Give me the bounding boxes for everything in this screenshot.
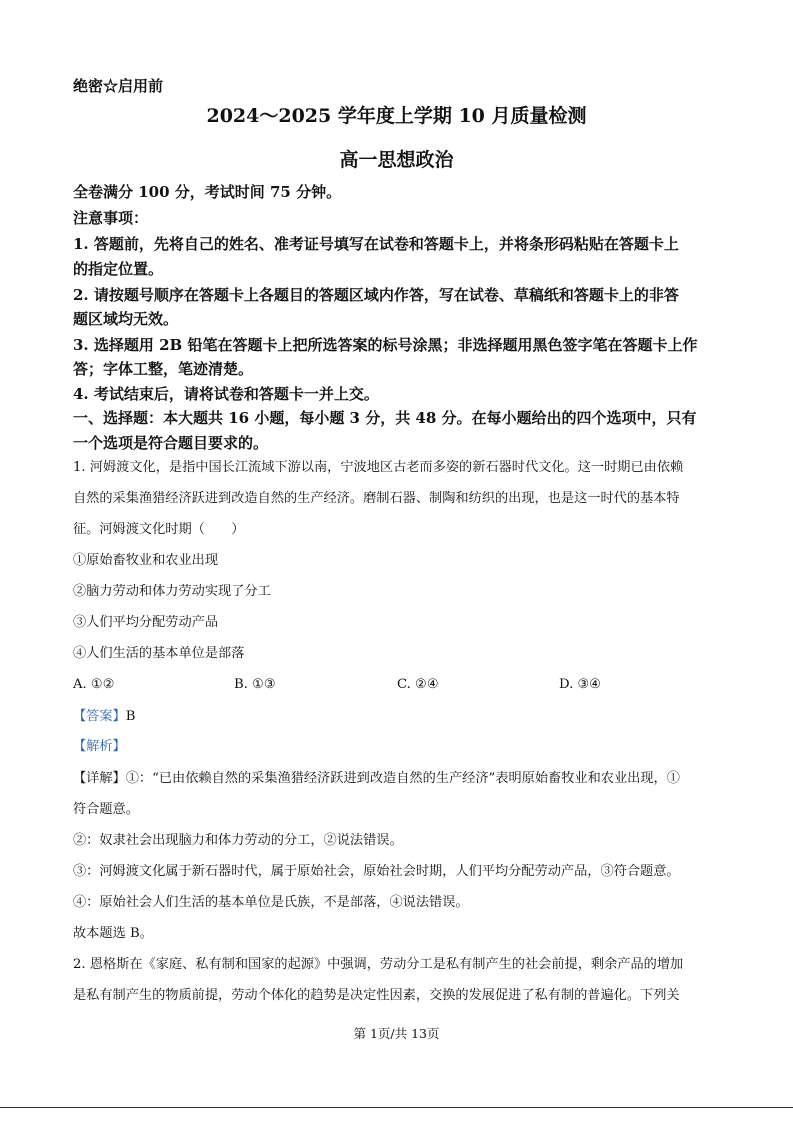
q1-statement: ①原始畜牧业和农业出现 <box>73 553 219 568</box>
detail-tag: 【详解】 <box>73 771 126 786</box>
section-title: 一、选择题：本大题共 16 小题，每小题 3 分，共 48 分。在每小题给出的四个选项中，只有 <box>73 409 697 427</box>
bottom-divider <box>0 1107 793 1108</box>
q1-statement: ③人们平均分配劳动产品 <box>73 615 219 630</box>
q2-stem-line: 2. 恩格斯在《家庭、私有制和国家的起源》中强调，劳动分工是私有制产生的社会前提，剩余产品的增加 <box>73 957 684 972</box>
note-line: 答；字体工整，笔迹清楚。 <box>73 360 254 378</box>
detail-line: ③：河姆渡文化属于新石器时代，属于原始社会，原始社会时期，人们平均分配劳动产品，③符合题意。 <box>73 864 680 879</box>
q1-option-a: A. ①② <box>73 677 115 692</box>
detail-line: 故本题选 B。 <box>73 926 153 941</box>
answer-tag: 【答案】 <box>73 709 126 724</box>
subject-title: 高一思想政治 <box>339 149 454 171</box>
q1-option-b: B. ①③ <box>234 677 276 692</box>
page-number: 第 1页/共 13页 <box>353 1026 440 1041</box>
note-line: 的指定位置。 <box>73 260 164 278</box>
full-score-note: 全卷满分 100 分，考试时间 75 分钟。 <box>73 183 342 201</box>
note-line: 2. 请按题号顺序在答题卡上各题目的答题区域内作答，写在试卷、草稿纸和答题卡上的非答 <box>73 286 679 304</box>
detail-line: ④：原始社会人们生活的基本单位是氏族，不是部落，④说法错误。 <box>73 895 469 910</box>
q1-option-c: C. ②④ <box>397 677 439 692</box>
q1-stem-line: 征。河姆渡文化时期（ ） <box>73 522 245 537</box>
note-line: 4. 考试结束后，请将试卷和答题卡一并上交。 <box>73 385 379 403</box>
q1-stem-line: 自然的采集渔猎经济跃进到改造自然的生产经济。磨制石器、制陶和纺织的出现，也是这一时代的基本特 <box>73 491 680 506</box>
section-title: 一个选项是符合题目要求的。 <box>73 434 269 452</box>
q1-detail-first-line <box>73 764 680 795</box>
note-line: 题区域均无效。 <box>73 310 179 328</box>
detail-line: ②：奴隶社会出现脑力和体力劳动的分工，②说法错误。 <box>73 833 403 848</box>
note-line: 1. 答题前，先将自己的姓名、准考证号填写在试卷和答题卡上，并将条形码粘贴在答题卡上 <box>73 235 679 253</box>
q1-stem-line: 1. 河姆渡文化，是指中国长江流域下游以南，宁波地区古老而多姿的新石器时代文化。这一时期已由依赖 <box>73 460 684 475</box>
analysis-tag: 【解析】 <box>73 739 126 754</box>
detail-line: 符合题意。 <box>73 802 139 817</box>
notes-heading: 注意事项： <box>73 209 149 227</box>
exam-title: 2024～2025 学年度上学期 10 月质量检测 <box>206 105 587 127</box>
detail-line: ①：“已由依赖自然的采集渔猎经济跃进到改造自然的生产经济”表明原始畜牧业和农业出现，① <box>125 771 680 786</box>
q1-statement: ②脑力劳动和体力劳动实现了分工 <box>73 584 271 599</box>
q1-option-d: D. ③④ <box>559 677 602 692</box>
q1-answer-row <box>73 702 135 733</box>
answer-value: B <box>125 709 136 724</box>
q2-stem-line: 是私有制产生的物质前提，劳动个体化的趋势是决定性因素，交换的发展促进了私有制的普遍化。下列关 <box>73 988 680 1003</box>
note-line: 3. 选择题用 2B 铅笔在答题卡上把所选答案的标号涂黑；非选择题用黑色签字笔在答题卡上作 <box>73 336 698 354</box>
q1-statement: ④人们生活的基本单位是部落 <box>73 646 245 661</box>
secret-label: 绝密☆启用前 <box>73 77 164 95</box>
